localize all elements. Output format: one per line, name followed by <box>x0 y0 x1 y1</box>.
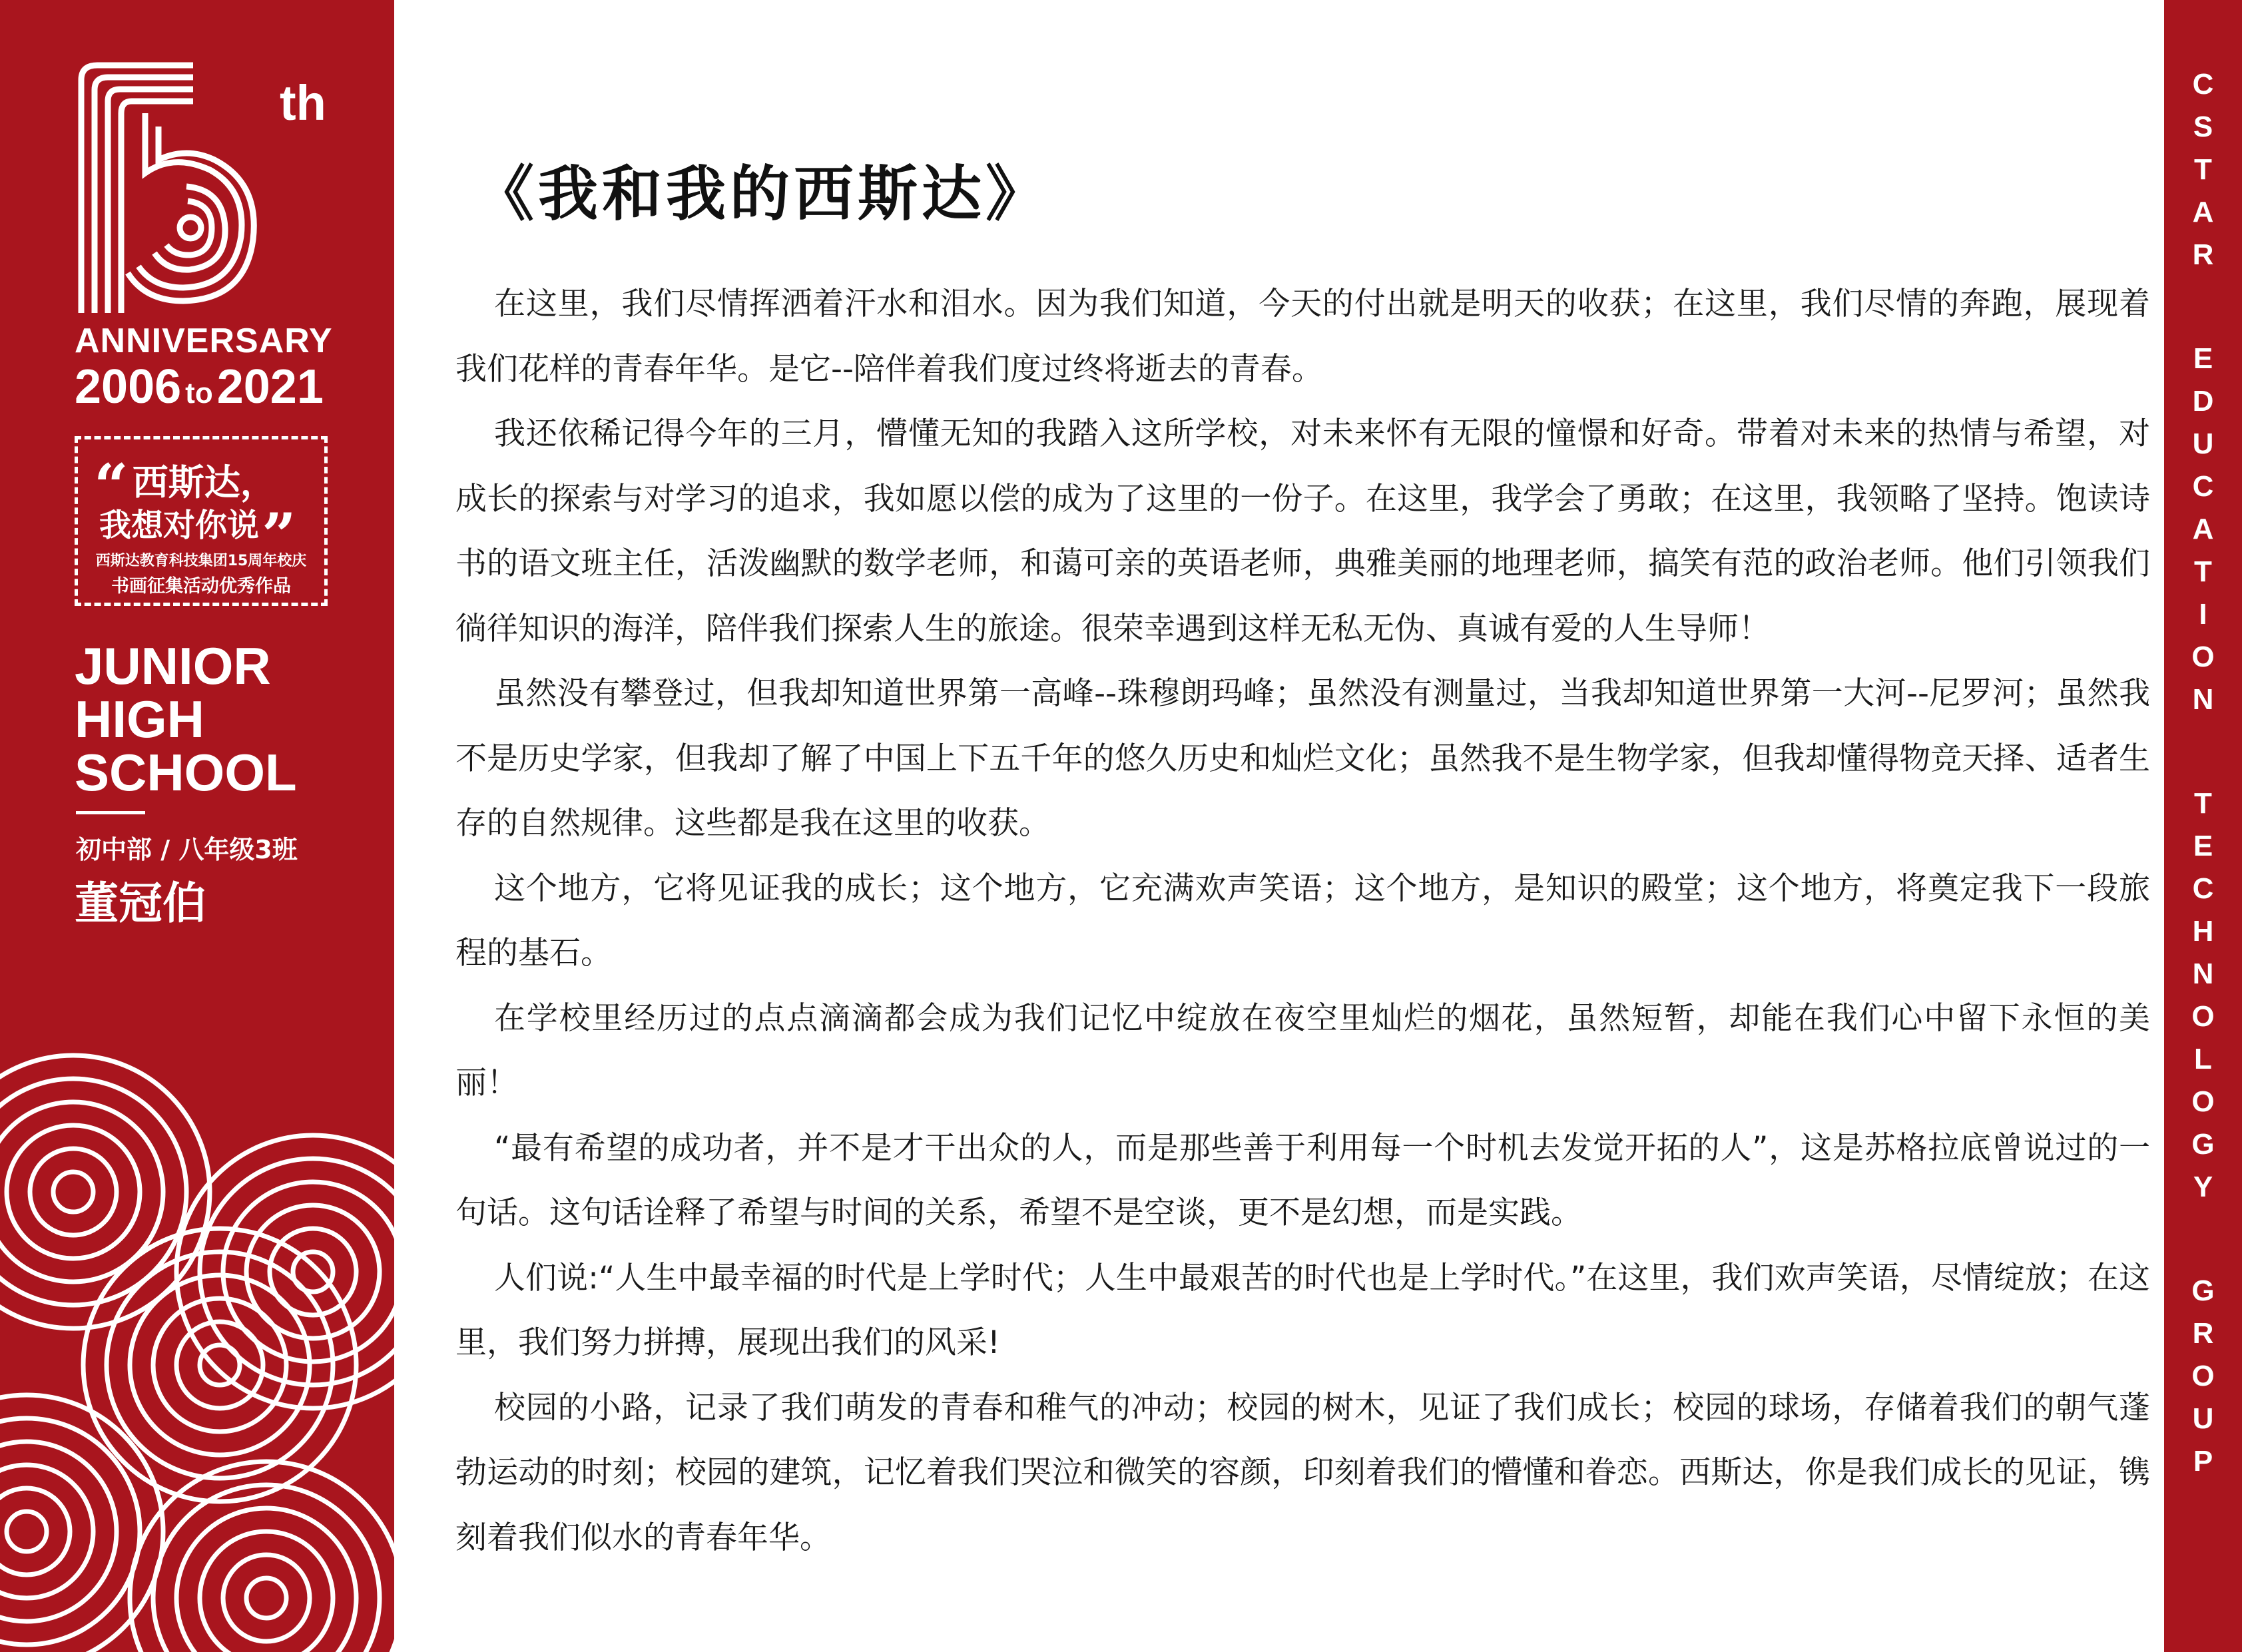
vertical-letter: E <box>2193 830 2213 862</box>
vertical-letter: A <box>2192 196 2214 228</box>
article-paragraph: 校园的小路，记录了我们萌发的青春和稚气的冲动；校园的树木，见证了我们成长；校园的球场，存储着我们的朝气蓬勃运动的时刻；校园的建筑，记忆着我们哭泣和微笑的容颜，印刻着我们的懵懂和眷恋。西斯达，你是我们成长的见证，镌刻着我们似水的青春年华。 <box>455 1389 2150 1556</box>
quote-box <box>75 436 328 606</box>
school-line: SCHOOL <box>75 743 297 802</box>
circle-group-bottom-left <box>0 1395 163 1652</box>
anniversary-15-logo-icon <box>67 53 360 320</box>
article-paragraph: 在这里，我们尽情挥洒着汗水和泪水。因为我们知道，今天的付出就是明天的收获；在这里，我们尽情的奔跑，展现着我们花样的青春年华。是它--陪伴着我们度过终将逝去的青春。 <box>455 286 2150 388</box>
quote-subtitle-2: 书画征集活动优秀作品 <box>111 576 291 597</box>
article-paragraph: 人们说:“人生中最幸福的时代是上学时代；人生中最艰苦的时代也是上学时代。”在这里，我们欢声笑语，尽情绽放；在这里，我们努力拼搏，展现出我们的风采! <box>455 1259 2150 1361</box>
vertical-letter: I <box>2199 598 2207 631</box>
year-start: 2006 <box>75 360 182 413</box>
vertical-letter: C <box>2192 872 2214 905</box>
vertical-letter: Y <box>2193 1171 2213 1203</box>
vertical-letter: N <box>2192 683 2214 716</box>
vertical-letter: O <box>2191 1000 2215 1033</box>
article-body <box>455 272 2150 1570</box>
vertical-letter: H <box>2192 915 2214 948</box>
anniversary-years <box>75 360 324 414</box>
article-paragraph: “最有希望的成功者，并不是才干出众的人，而是那些善于利用每一个时机去发觉开拓的人”，这是苏格拉底曾说过的一句话。这句话诠释了希望与时间的关系，希望不是空谈，更不是幻想，而是实践。 <box>455 1129 2150 1231</box>
vertical-word <box>2191 1270 2214 1483</box>
concentric-circles-decoration-icon <box>0 1052 394 1652</box>
article-paragraph: 在学校里经历过的点点滴滴都会成为我们记忆中绽放在夜空里灿烂的烟花，虽然短暂，却能在我们心中留下永恒的美丽！ <box>455 999 2150 1101</box>
year-to: to <box>185 377 213 410</box>
logo-superscript: th <box>280 75 326 131</box>
vertical-word <box>2191 782 2214 1209</box>
vertical-letter: O <box>2191 1360 2215 1392</box>
vertical-letter: R <box>2192 1317 2214 1350</box>
vertical-letter: P <box>2193 1445 2213 1478</box>
vertical-letter: N <box>2192 958 2214 990</box>
vertical-letter: C <box>2192 68 2214 101</box>
vertical-letter: S <box>2193 111 2213 143</box>
vertical-letter: R <box>2192 238 2214 271</box>
vertical-letter: U <box>2192 427 2214 460</box>
vertical-brand-text <box>2164 63 2242 1608</box>
school-line: HIGH <box>75 690 204 748</box>
vertical-letter: U <box>2192 1402 2214 1435</box>
close-quote-mark: ” <box>262 500 296 571</box>
vertical-letter: T <box>2194 153 2212 186</box>
school-line: JUNIOR <box>75 637 271 695</box>
divider <box>76 811 145 814</box>
vertical-letter: L <box>2194 1043 2212 1075</box>
quote-line2-text: 我想对你说 <box>99 507 260 544</box>
vertical-letter: D <box>2192 385 2214 417</box>
vertical-letter: C <box>2192 470 2214 503</box>
vertical-word <box>2193 63 2214 276</box>
article-paragraph: 我还依稀记得今年的三月，懵懂无知的我踏入这所学校，对未来怀有无限的憧憬和好奇。带着对未来的热情与希望，对成长的探索与对学习的追求，我如愿以偿的成为了这里的一份子。在这里，我学会了勇敢；在这里，我领略了坚持。饱读诗书的语文班主任，活泼幽默的数学老师，和蔼可亲的英语老师，典雅美丽的地理老师，搞笑有范的政治老师。他们引领我们徜徉知识的海洋，陪伴我们探索人生的旅途。很荣幸遇到这样无私无伪、真诚有爱的人生导师！ <box>455 415 2150 647</box>
vertical-letter: T <box>2194 555 2212 588</box>
vertical-word <box>2191 338 2214 721</box>
circle-group-center <box>83 1229 356 1502</box>
vertical-letter: T <box>2194 787 2212 820</box>
anniversary-label: ANNIVERSARY <box>75 322 333 360</box>
vertical-letter: O <box>2191 1085 2215 1118</box>
quote-line1-text: 西斯达， <box>132 461 276 503</box>
quote-subtitle-1: 西斯达教育科技集团15周年校庆 <box>95 553 307 569</box>
article-paragraph: 虽然没有攀登过，但我却知道世界第一高峰--珠穆朗玛峰；虽然没有测量过，当我却知道世界第一大河--尼罗河；虽然我不是历史学家，但我却了解了中国上下五千年的悠久历史和灿烂文化；虽然我不是生物学家，但我却懂得物竞天择、适者生存的自然规律。这些都是我在这里的收获。 <box>455 675 2150 842</box>
grade-class: 初中部 / 八年级3班 <box>76 835 298 864</box>
year-end: 2021 <box>216 360 324 413</box>
article-title: 《我和我的西斯达》 <box>474 158 1049 229</box>
vertical-letter: O <box>2191 641 2215 673</box>
article-paragraph: 这个地方，它将见证我的成长；这个地方，它充满欢声笑语；这个地方，是知识的殿堂；这个地方，将奠定我下一段旅程的基石。 <box>455 870 2150 971</box>
vertical-letter: G <box>2191 1274 2215 1307</box>
school-name <box>75 637 297 802</box>
vertical-letter: E <box>2193 342 2213 375</box>
open-quote-mark: “ <box>94 451 129 521</box>
left-sidebar <box>0 0 394 1652</box>
student-name: 董冠伯 <box>75 878 206 929</box>
vertical-letter: G <box>2191 1128 2215 1161</box>
vertical-letter: A <box>2192 513 2214 545</box>
